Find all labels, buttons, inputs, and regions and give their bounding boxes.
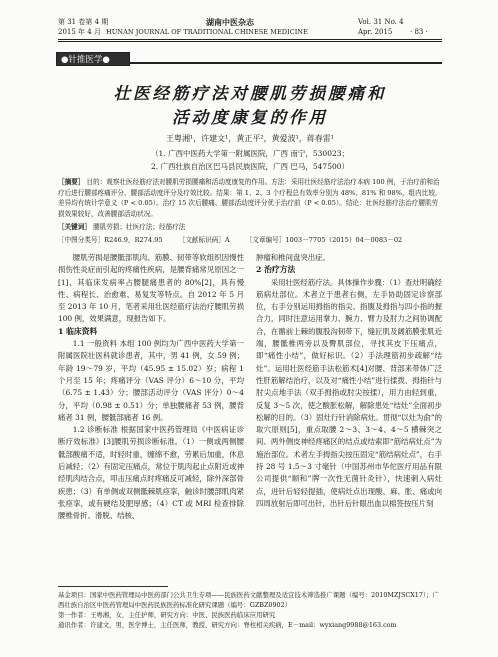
section-banner [56,52,442,66]
journal-name-en: HUNAN JOURNAL OF TRADITIONAL CHINESE MEDICINE [106,28,308,36]
left-column [58,252,244,523]
document-code: ［文献标识码］A [178,236,230,244]
corresponding-author-note: 通讯作者：许建文，男，医学博士，主任医师，教授，研究方向：脊柱相关疾病，E－mail：wyxiang9988@163.com [58,621,397,629]
keywords-text: 腰肌劳损；壮医疗法；经筋疗法 [93,223,186,231]
volume-issue-cn: 第 31 卷第 4 期 [58,18,109,26]
abstract-label: ［摘要］ [58,178,85,186]
paragraph: 1.1 一般资料 本组 100 例均为广西中医药大学第一附属医院壮医科就诊患者，其中，男 41 例，女 59 例；年龄 19～79 岁，平均（45.95 ± 15.02）岁；病程 1 个月至 15 年；疼痛评分（VAS 评分）6～10 分，平均（6.75 ± 1.43）分；腰部活动评分（VAS 评分）0～4 分，平均（0.98 ± 0.51）分；单独腰痛者 53 例，腰背痛者 31 例，腰骶部痛者 16 例。 [58,339,244,422]
paragraph: 肿瘤和椎间盘突出症。 [256,253,330,262]
page-number: · 83 · [410,28,428,36]
footnotes [58,590,442,630]
right-column [256,252,442,510]
author-list: 王粤湘¹，许建文¹，黄正平²，黄爱波¹，蒋春雷¹ [165,134,335,143]
affiliation-2: 2. 广西壮族自治区巴马县民族医院，广西 巴马，547500） [150,162,350,171]
funding-note: 基金项目：国家中医药管理局中医药部门公共卫生专项——民族医药文献整理及适宜技术筛选推广课题（编号：2010MZJSCX17）；广西壮族自治区中医药管理局中医药民族医药标准化研究课题（编号：GZBZ0902） [58,591,439,609]
abstract-text: 目的：观察壮医经筋疗法对腰肌劳损腰痛和活动度康复的作用。方法：采用壮医经筋疗法治疗本病 100 例，于治疗前和治疗后进行腰部疼痛评分、腰部活动度评分及疗效比较。结果：第 1、2、3 个疗程总有效率分别为 48%、81% 和 98%，组内比较，差异均有统计学意义（P < 0.05）。治疗 15 次后腰痛、腰部活动度评分优于治疗前（P < 0.05）。结论：壮医经筋疗法治疗腰肌劳损效果较好，改善腰部活动状况。 [58,178,442,218]
section-heading: 2 治疗方法 [256,265,296,275]
first-author-note: 第一作者：王粤湘，女，主任护师，研究方向：中医、民族医药临床应用研究 [58,611,276,619]
abstract [58,177,442,219]
classification-line [58,234,442,244]
date-en: Apr. 2015 [358,28,393,36]
article-title-line-1: 壮医经筋疗法对腰肌劳损腰痛和 [113,84,387,103]
article-number: ［文章编号］1003－7705（2015）04－0083－02 [245,236,403,244]
journal-name-cn: 湖南中医杂志 [206,17,254,27]
header-rule [58,39,442,40]
clc-number: ［中图分类号］R246.9，R274.95 [58,236,163,244]
volume-issue-en: Vol. 31 No. 4 [358,18,404,26]
paragraph: 腰肌劳损是腰骶部肌肉、筋膜、韧带等软组织因慢性损伤性炎症而引起的疼痛性疾病，是腰背痛常见原因之一[1]，其临床发病率占腰腿痛患者的 80%[2]，具有慢性、病程长、治愈难、易复发等特点。自 2012 年 5 月至 2013 年 10 月，笔者采用壮医经筋疗法治疗腰肌劳损 100 例，效果满意，现报告如下。 [58,253,244,324]
section-badge: ●针推医学● [56,52,130,66]
keywords-label: ［关键词］ [58,223,91,231]
date-cn: 2015 年 4 月 [58,28,101,36]
affiliation-1: （1. 广西中医药大学第一附属医院，广西 南宁，530023； [150,149,350,158]
article-title-line-2: 活动度康复的作用 [172,108,328,127]
section-banner-line [130,62,442,64]
section-heading: 1 临床资料 [58,326,98,336]
header-rule-thin [58,41,442,42]
paragraph: 1.2 诊断标准 根据国家中医药管理局《中医病证诊断疗效标准》[3]腰肌劳损诊断标准。（1）一侧或两侧腰骶部酸痛不适，时轻时重，缠绵不愈，劳累后加重，休息后减轻；（2）有固定压痛点，常位于肌肉起止点附近或神经肌肉结合点，叩击压痛点时疼痛反可减轻，除外深部骨疾患；（3）有单侧或双侧骶棘肌痉挛，触诊时腰部肌肉紧张痉挛，或有硬结及肥厚感；（4）CT 或 MRI 检查排除腰椎骨折、滑脱、结核、 [58,425,244,521]
footnote-rule [58,586,168,587]
paragraph: 采用壮医经筋疗法。具体操作步骤：（1）查灶明确经筋病灶部位。术者立于患者右侧，左手协助固定诊察部位，右手分别运用拇指的指尖、指腹及拇指与四小指的握合力，同时注意运用掌力、腕力、臂力及肘力之间协调配合，在髂前上棘的腹股沟韧带下，缝匠肌及阔筋膜张肌近端，腰骶椎两旁以及臀肌部位，寻找其皮下压痛点，即“痛性小结”，做好标识。（2）手法理筋初步疏解“结灶”。运用壮医经筋手法松筋术[4]对腰、背部来带体广泛性肝筋解结治疗，以及对“痛性小结”进行揉拨、拇指针与肘尖点地手法（双手拇指或肘尖按揉），用力由轻到重，反复 3～5 次，使之酸胀松解，解除患处“结灶”全面初步松解的目的。（3）固灶行针消除病灶。贯彻“以灶为俞”的取穴原则[5]，重点取腰 2～3、3～4、4～5 横棘突之间、两外侧皮神经疼痛区的结点或结索即“筋结病灶点”为施治部位。术者左手拇指尖按压固定“筋结病灶点”，右手持 28 号 1.5～3 寸毫针（中国苏州市华佗医疗用品有限公司提供“顺和”牌一次性无菌针灸针），快速刺入病灶点，进针后轻轻提插，使病灶点出现酸、麻、胀、痛或向四周放射后即可出针，出针后针眼出血以棉签按压片刻 [256,277,442,508]
keywords [58,221,442,231]
